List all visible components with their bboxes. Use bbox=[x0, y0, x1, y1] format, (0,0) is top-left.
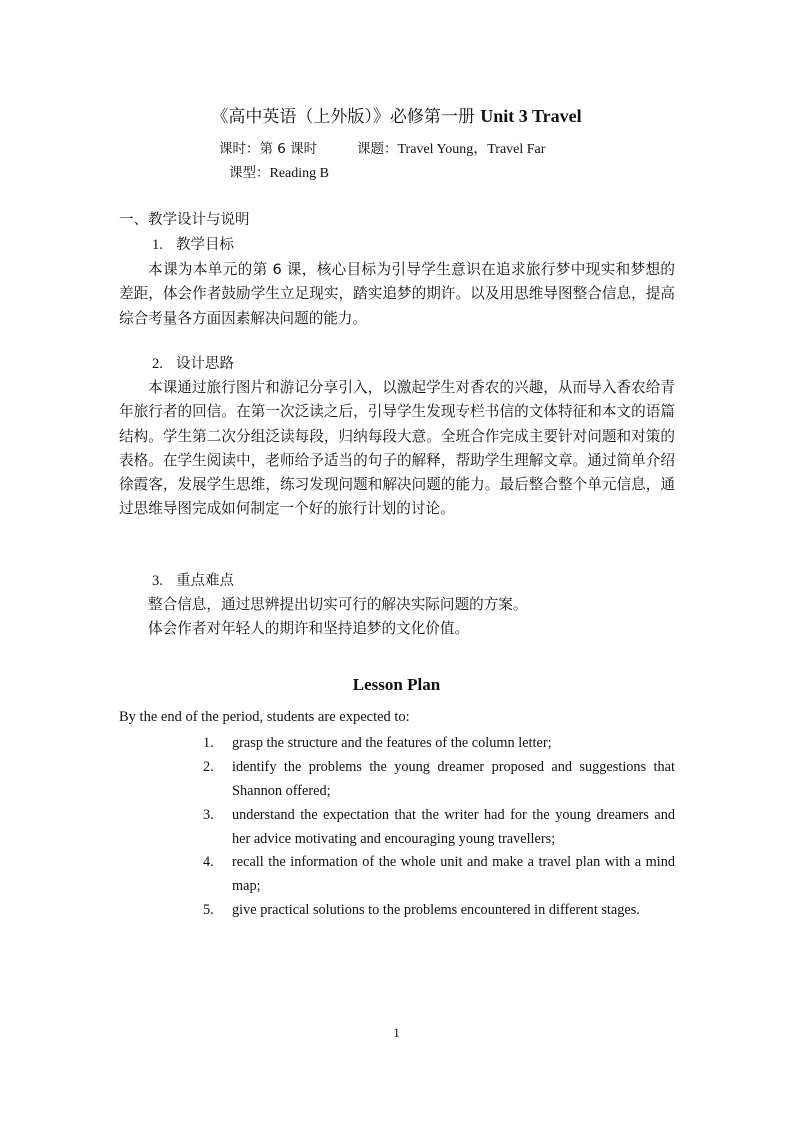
section-title: 重点难点 bbox=[176, 573, 234, 589]
page-number: 1 bbox=[393, 1025, 400, 1040]
objective-number: 1. bbox=[203, 735, 214, 751]
objective-item bbox=[203, 803, 675, 851]
period-value: 第 6 课时 bbox=[259, 141, 318, 157]
objective-text: understand the expectation that the writer had for the young dreamers and her advice motivating and encouraging young travellers; bbox=[232, 807, 675, 847]
section-number: 3. bbox=[152, 573, 163, 589]
objective-item bbox=[203, 850, 675, 898]
section-number: 2. bbox=[152, 356, 163, 372]
approach-paragraph: 本课通过旅行图片和游记分享引入，以激起学生对香农的兴趣，从而导入香农给青年旅行者的回信。在第一次泛读之后，引导学生发现专栏书信的文体特征和本文的语篇结构。学生第二次分组泛读每段，归纳每段大意。全班合作完成主要针对问题和对策的表格。在学生阅读中，老师给予适当的句子的解释，帮助学生理解文章。通过简单介绍徐霞客，发展学生思维，练习发现问题和解决问题的能力。最后整合整个单元信息，通过思维导图完成如何制定一个好的旅行计划的讨论。 bbox=[119, 379, 675, 518]
goals-paragraph: 本课为本单元的第 6 课，核心目标为引导学生意识在追求旅行梦中现实和梦想的差距，体会作者鼓励学生立足现实，踏实追梦的期许。以及用思维导图整合信息，提高综合考量各方面因素解决问题的能力。 bbox=[119, 261, 675, 327]
keypoint-line: 体会作者对年轻人的期许和坚持追梦的文化价值。 bbox=[148, 620, 470, 637]
objective-text: recall the information of the whole unit and make a travel plan with a mind map; bbox=[232, 854, 675, 894]
objective-text: identify the problems the young dreamer proposed and suggestions that Shannon offered; bbox=[232, 759, 675, 799]
type-value: Reading B bbox=[269, 166, 329, 181]
topic-label: 课题： bbox=[357, 141, 398, 157]
type-line bbox=[229, 163, 329, 184]
title-unit: Unit 3 Travel bbox=[480, 106, 582, 126]
objective-number: 2. bbox=[203, 759, 214, 775]
section-heading-approach bbox=[152, 353, 234, 375]
objective-number: 3. bbox=[203, 807, 214, 823]
topic-line bbox=[357, 139, 545, 160]
lesson-plan-title: Lesson Plan bbox=[352, 675, 441, 694]
title-chinese: 《高中英语（上外版）》必修第一册 bbox=[211, 107, 475, 127]
design-heading: 一、教学设计与说明 bbox=[119, 212, 250, 228]
section-title: 设计思路 bbox=[176, 356, 234, 372]
objective-number: 4. bbox=[203, 854, 214, 870]
type-label: 课型： bbox=[229, 165, 270, 181]
objective-item bbox=[203, 898, 675, 922]
objective-item bbox=[203, 731, 675, 755]
keypoint-line: 整合信息，通过思辨提出切实可行的解决实际问题的方案。 bbox=[148, 596, 528, 613]
document-title bbox=[0, 104, 793, 129]
lesson-plan-intro: By the end of the period, students are expected to: bbox=[119, 709, 410, 725]
objective-item bbox=[203, 755, 675, 803]
section-heading-keypoints bbox=[152, 570, 234, 592]
objective-number: 5. bbox=[203, 902, 214, 918]
period-line bbox=[219, 139, 317, 159]
objective-text: grasp the structure and the features of the column letter; bbox=[232, 735, 552, 751]
objective-text: give practical solutions to the problems encountered in different stages. bbox=[232, 902, 640, 918]
topic-value: Travel Young，Travel Far bbox=[397, 142, 546, 157]
period-label: 课时： bbox=[219, 141, 260, 157]
section-number: 1. bbox=[152, 237, 163, 253]
section-heading-goals bbox=[152, 234, 234, 256]
section-title: 教学目标 bbox=[176, 237, 234, 253]
